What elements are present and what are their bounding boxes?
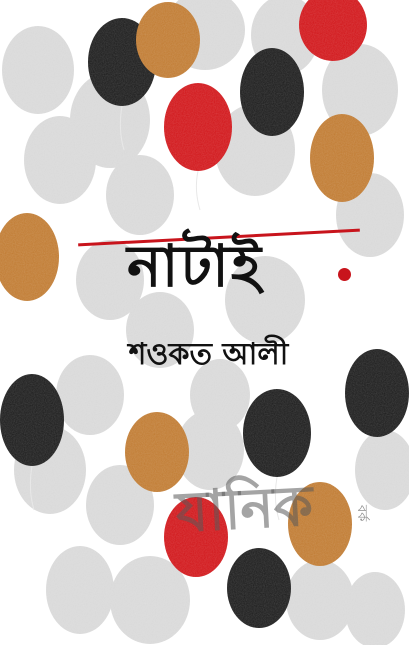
- publisher-watermark: যানিক: [174, 473, 315, 546]
- publisher-watermark-tag: বৰ্ক: [354, 505, 369, 522]
- book-title: নাটাই: [126, 232, 264, 300]
- book-author: শওকত আলী: [128, 337, 289, 372]
- title-dot: [338, 268, 351, 281]
